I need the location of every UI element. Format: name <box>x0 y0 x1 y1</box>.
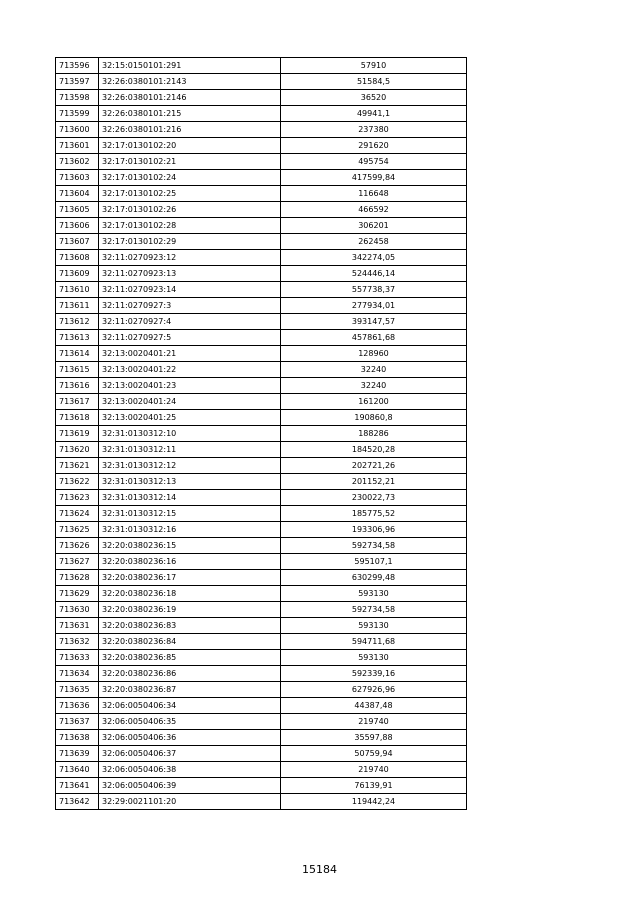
cadastral-number-cell: 32:17:0130102:28 <box>99 218 281 234</box>
value-cell: 592734,58 <box>281 538 467 554</box>
row-number-cell: 713620 <box>56 442 99 458</box>
value-cell: 185775,52 <box>281 506 467 522</box>
row-number-cell: 713631 <box>56 618 99 634</box>
table-body <box>56 58 467 810</box>
table-row <box>56 138 467 154</box>
cadastral-number-cell: 32:20:0380236:17 <box>99 570 281 586</box>
cadastral-number-cell: 32:06:0050406:39 <box>99 778 281 794</box>
row-number-cell: 713642 <box>56 794 99 810</box>
cadastral-number-cell: 32:31:0130312:12 <box>99 458 281 474</box>
cadastral-number-cell: 32:06:0050406:38 <box>99 762 281 778</box>
table-row <box>56 170 467 186</box>
cadastral-number-cell: 32:11:0270927:4 <box>99 314 281 330</box>
table-row <box>56 330 467 346</box>
value-cell: 219740 <box>281 714 467 730</box>
cadastral-number-cell: 32:20:0380236:18 <box>99 586 281 602</box>
cadastral-number-cell: 32:26:0380101:2146 <box>99 90 281 106</box>
cadastral-number-cell: 32:11:0270923:12 <box>99 250 281 266</box>
row-number-cell: 713619 <box>56 426 99 442</box>
row-number-cell: 713614 <box>56 346 99 362</box>
row-number-cell: 713597 <box>56 74 99 90</box>
row-number-cell: 713641 <box>56 778 99 794</box>
value-cell: 277934,01 <box>281 298 467 314</box>
cadastral-number-cell: 32:20:0380236:87 <box>99 682 281 698</box>
row-number-cell: 713630 <box>56 602 99 618</box>
table-row <box>56 298 467 314</box>
cadastral-number-cell: 32:15:0150101:291 <box>99 58 281 74</box>
value-cell: 457861,68 <box>281 330 467 346</box>
table-row <box>56 538 467 554</box>
cadastral-number-cell: 32:31:0130312:13 <box>99 474 281 490</box>
value-cell: 32240 <box>281 362 467 378</box>
row-number-cell: 713640 <box>56 762 99 778</box>
cadastral-number-cell: 32:17:0130102:24 <box>99 170 281 186</box>
table-row <box>56 506 467 522</box>
row-number-cell: 713637 <box>56 714 99 730</box>
value-cell: 184520,28 <box>281 442 467 458</box>
row-number-cell: 713634 <box>56 666 99 682</box>
row-number-cell: 713629 <box>56 586 99 602</box>
row-number-cell: 713638 <box>56 730 99 746</box>
value-cell: 291620 <box>281 138 467 154</box>
cadastral-number-cell: 32:17:0130102:25 <box>99 186 281 202</box>
table-row <box>56 362 467 378</box>
cadastral-number-cell: 32:20:0380236:15 <box>99 538 281 554</box>
value-cell: 201152,21 <box>281 474 467 490</box>
cadastral-number-cell: 32:17:0130102:29 <box>99 234 281 250</box>
value-cell: 32240 <box>281 378 467 394</box>
table-row <box>56 618 467 634</box>
table-row <box>56 250 467 266</box>
row-number-cell: 713616 <box>56 378 99 394</box>
cadastral-value-table <box>55 57 467 810</box>
cadastral-number-cell: 32:20:0380236:84 <box>99 634 281 650</box>
table-row <box>56 778 467 794</box>
value-cell: 524446,14 <box>281 266 467 282</box>
row-number-cell: 713607 <box>56 234 99 250</box>
cadastral-number-cell: 32:11:0270923:14 <box>99 282 281 298</box>
value-cell: 627926,96 <box>281 682 467 698</box>
cadastral-number-cell: 32:11:0270927:3 <box>99 298 281 314</box>
row-number-cell: 713618 <box>56 410 99 426</box>
table-row <box>56 442 467 458</box>
row-number-cell: 713599 <box>56 106 99 122</box>
row-number-cell: 713639 <box>56 746 99 762</box>
row-number-cell: 713609 <box>56 266 99 282</box>
table-row <box>56 522 467 538</box>
table-row <box>56 730 467 746</box>
cadastral-number-cell: 32:31:0130312:16 <box>99 522 281 538</box>
value-cell: 595107,1 <box>281 554 467 570</box>
table-row <box>56 474 467 490</box>
row-number-cell: 713628 <box>56 570 99 586</box>
row-number-cell: 713623 <box>56 490 99 506</box>
row-number-cell: 713625 <box>56 522 99 538</box>
value-cell: 193306,96 <box>281 522 467 538</box>
cadastral-number-cell: 32:06:0050406:37 <box>99 746 281 762</box>
cadastral-number-cell: 32:13:0020401:22 <box>99 362 281 378</box>
value-cell: 51584,5 <box>281 74 467 90</box>
cadastral-number-cell: 32:26:0380101:216 <box>99 122 281 138</box>
value-cell: 230022,73 <box>281 490 467 506</box>
cadastral-number-cell: 32:17:0130102:21 <box>99 154 281 170</box>
value-cell: 594711,68 <box>281 634 467 650</box>
table-row <box>56 186 467 202</box>
cadastral-number-cell: 32:31:0130312:11 <box>99 442 281 458</box>
cadastral-number-cell: 32:20:0380236:19 <box>99 602 281 618</box>
value-cell: 202721,26 <box>281 458 467 474</box>
cadastral-number-cell: 32:26:0380101:215 <box>99 106 281 122</box>
row-number-cell: 713604 <box>56 186 99 202</box>
table-row <box>56 122 467 138</box>
row-number-cell: 713600 <box>56 122 99 138</box>
value-cell: 116648 <box>281 186 467 202</box>
row-number-cell: 713632 <box>56 634 99 650</box>
table-row <box>56 282 467 298</box>
value-cell: 161200 <box>281 394 467 410</box>
row-number-cell: 713622 <box>56 474 99 490</box>
cadastral-number-cell: 32:06:0050406:34 <box>99 698 281 714</box>
value-cell: 393147,57 <box>281 314 467 330</box>
value-cell: 630299,48 <box>281 570 467 586</box>
table-row <box>56 650 467 666</box>
cadastral-number-cell: 32:31:0130312:15 <box>99 506 281 522</box>
table-row <box>56 762 467 778</box>
table-row <box>56 202 467 218</box>
value-cell: 342274,05 <box>281 250 467 266</box>
cadastral-number-cell: 32:31:0130312:14 <box>99 490 281 506</box>
row-number-cell: 713603 <box>56 170 99 186</box>
table-row <box>56 794 467 810</box>
row-number-cell: 713606 <box>56 218 99 234</box>
row-number-cell: 713613 <box>56 330 99 346</box>
cadastral-number-cell: 32:13:0020401:24 <box>99 394 281 410</box>
row-number-cell: 713621 <box>56 458 99 474</box>
table-row <box>56 74 467 90</box>
cadastral-number-cell: 32:17:0130102:20 <box>99 138 281 154</box>
row-number-cell: 713635 <box>56 682 99 698</box>
value-cell: 557738,37 <box>281 282 467 298</box>
value-cell: 593130 <box>281 618 467 634</box>
cadastral-number-cell: 32:13:0020401:21 <box>99 346 281 362</box>
value-cell: 188286 <box>281 426 467 442</box>
cadastral-number-cell: 32:20:0380236:85 <box>99 650 281 666</box>
row-number-cell: 713602 <box>56 154 99 170</box>
cadastral-number-cell: 32:11:0270927:5 <box>99 330 281 346</box>
table-row <box>56 346 467 362</box>
value-cell: 128960 <box>281 346 467 362</box>
value-cell: 35597,88 <box>281 730 467 746</box>
table-row <box>56 634 467 650</box>
cadastral-number-cell: 32:13:0020401:23 <box>99 378 281 394</box>
cadastral-number-cell: 32:20:0380236:16 <box>99 554 281 570</box>
value-cell: 593130 <box>281 650 467 666</box>
row-number-cell: 713627 <box>56 554 99 570</box>
row-number-cell: 713605 <box>56 202 99 218</box>
value-cell: 495754 <box>281 154 467 170</box>
table-row <box>56 746 467 762</box>
row-number-cell: 713596 <box>56 58 99 74</box>
table-row <box>56 714 467 730</box>
cadastral-number-cell: 32:17:0130102:26 <box>99 202 281 218</box>
row-number-cell: 713612 <box>56 314 99 330</box>
table-row <box>56 234 467 250</box>
value-cell: 262458 <box>281 234 467 250</box>
value-cell: 57910 <box>281 58 467 74</box>
table-row <box>56 682 467 698</box>
table-row <box>56 90 467 106</box>
value-cell: 50759,94 <box>281 746 467 762</box>
table-row <box>56 314 467 330</box>
table-row <box>56 602 467 618</box>
table-row <box>56 58 467 74</box>
row-number-cell: 713617 <box>56 394 99 410</box>
value-cell: 466592 <box>281 202 467 218</box>
row-number-cell: 713636 <box>56 698 99 714</box>
table-row <box>56 218 467 234</box>
cadastral-number-cell: 32:20:0380236:83 <box>99 618 281 634</box>
table-row <box>56 426 467 442</box>
row-number-cell: 713611 <box>56 298 99 314</box>
value-cell: 592339,16 <box>281 666 467 682</box>
row-number-cell: 713598 <box>56 90 99 106</box>
table-row <box>56 394 467 410</box>
table-row <box>56 570 467 586</box>
value-cell: 592734,58 <box>281 602 467 618</box>
value-cell: 76139,91 <box>281 778 467 794</box>
cadastral-number-cell: 32:31:0130312:10 <box>99 426 281 442</box>
value-cell: 237380 <box>281 122 467 138</box>
row-number-cell: 713608 <box>56 250 99 266</box>
row-number-cell: 713610 <box>56 282 99 298</box>
table-row <box>56 154 467 170</box>
table-row <box>56 554 467 570</box>
cadastral-number-cell: 32:11:0270923:13 <box>99 266 281 282</box>
cadastral-number-cell: 32:26:0380101:2143 <box>99 74 281 90</box>
row-number-cell: 713626 <box>56 538 99 554</box>
row-number-cell: 713601 <box>56 138 99 154</box>
row-number-cell: 713624 <box>56 506 99 522</box>
table-row <box>56 106 467 122</box>
cadastral-number-cell: 32:06:0050406:36 <box>99 730 281 746</box>
value-cell: 593130 <box>281 586 467 602</box>
row-number-cell: 713633 <box>56 650 99 666</box>
table-row <box>56 586 467 602</box>
cadastral-number-cell: 32:29:0021101:20 <box>99 794 281 810</box>
value-cell: 219740 <box>281 762 467 778</box>
value-cell: 417599,84 <box>281 170 467 186</box>
page-number: 15184 <box>302 863 337 876</box>
cadastral-number-cell: 32:13:0020401:25 <box>99 410 281 426</box>
row-number-cell: 713615 <box>56 362 99 378</box>
table-row <box>56 698 467 714</box>
value-cell: 306201 <box>281 218 467 234</box>
value-cell: 49941,1 <box>281 106 467 122</box>
table-row <box>56 666 467 682</box>
value-cell: 44387,48 <box>281 698 467 714</box>
value-cell: 190860,8 <box>281 410 467 426</box>
cadastral-number-cell: 32:20:0380236:86 <box>99 666 281 682</box>
table-row <box>56 458 467 474</box>
table-row <box>56 490 467 506</box>
cadastral-number-cell: 32:06:0050406:35 <box>99 714 281 730</box>
value-cell: 119442,24 <box>281 794 467 810</box>
table-row <box>56 378 467 394</box>
value-cell: 36520 <box>281 90 467 106</box>
table-row <box>56 266 467 282</box>
table-row <box>56 410 467 426</box>
